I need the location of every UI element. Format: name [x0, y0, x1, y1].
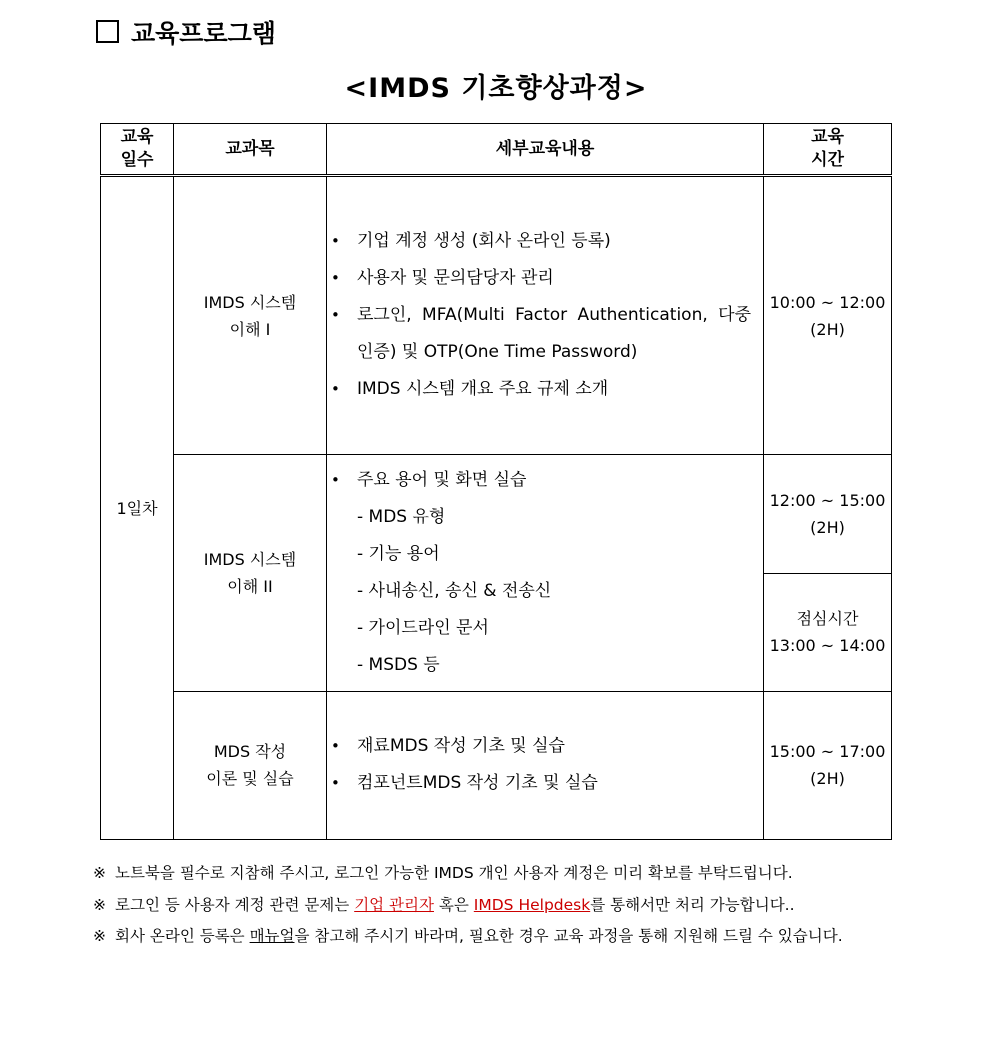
- sub-list-item: - MSDS 등: [357, 655, 440, 676]
- note-text: 을 참고해 주시기 바라며, 필요한 경우 교육 과정을 통해 지원해 드릴 수 있습니다.: [294, 927, 843, 945]
- list-item: • 주요 용어 및 화면 실습: [331, 462, 751, 499]
- details-cell: [327, 455, 764, 691]
- notes: [93, 858, 903, 953]
- note-item: [93, 858, 903, 890]
- list-item: • 기업 계정 생성 (회사 온라인 등록): [331, 223, 751, 260]
- header-details: 세부교육내용: [327, 124, 764, 176]
- program-table: [100, 123, 892, 840]
- table-header-row: [101, 124, 892, 176]
- corporate-admin-link[interactable]: 기업 관리자: [354, 895, 434, 914]
- sub-list-item: - 기능 용어: [357, 544, 440, 565]
- time-cell: 15:00 ~ 17:00 (2H): [764, 691, 892, 839]
- subject-cell: MDS 작성 이론 및 실습: [174, 691, 327, 839]
- note-mark: ※: [93, 927, 106, 945]
- list-item: • 로그인, MFA(Multi Factor Authentication, 다중 인증) 및 OTP(One Time Password): [331, 297, 751, 371]
- section-title-text: 교육프로그램: [131, 19, 276, 48]
- details-cell: [327, 176, 764, 455]
- course-title: <IMDS 기초향상과정>: [344, 73, 648, 104]
- header-time: 교육 시간: [764, 124, 892, 176]
- note-mark: ※: [93, 895, 106, 914]
- subject-cell: IMDS 시스템 이해 II: [174, 455, 327, 691]
- time-cell: 12:00 ~ 15:00 (2H): [764, 455, 892, 573]
- imds-helpdesk-link[interactable]: IMDS Helpdesk: [473, 895, 591, 914]
- list-item: • 재료MDS 작성 기초 및 실습: [331, 728, 751, 765]
- note-item: [93, 921, 903, 953]
- header-subject: 교과목: [174, 124, 327, 176]
- list-item: • 사용자 및 문의담당자 관리: [331, 260, 751, 297]
- sub-list-item: - 가이드라인 문서: [357, 618, 489, 639]
- list-item: • 컴포넌트MDS 작성 기초 및 실습: [331, 765, 751, 802]
- lunch-cell: 점심시간 13:00 ~ 14:00: [764, 573, 892, 691]
- details-cell: [327, 691, 764, 839]
- sub-list-item: - 사내송신, 송신 & 전송신: [357, 581, 552, 602]
- note-text: 혹은: [433, 895, 474, 914]
- table-row: [101, 691, 892, 839]
- note-item: [93, 890, 903, 922]
- note-text: 회사 온라인 등록은: [115, 927, 250, 945]
- note-text: 노트북을 필수로 지참해 주시고, 로그인 가능한 IMDS 개인 사용자 계정은 미리 확보를 부탁드립니다.: [115, 864, 793, 882]
- note-text: 를 통해서만 처리 가능합니다..: [590, 895, 795, 914]
- time-cell: 10:00 ~ 12:00 (2H): [764, 176, 892, 455]
- manual-link[interactable]: 매뉴얼: [249, 927, 295, 945]
- header-days: 교육 일수: [101, 124, 174, 176]
- sub-list-item: - MDS 유형: [357, 507, 446, 528]
- note-mark: ※: [93, 864, 106, 882]
- section-title: [96, 14, 276, 50]
- subject-cell: IMDS 시스템 이해 I: [174, 176, 327, 455]
- checkbox-square-icon: [96, 20, 119, 43]
- table-row: [101, 176, 892, 455]
- note-text: 로그인 등 사용자 계정 관련 문제는: [115, 895, 355, 914]
- table-row: [101, 455, 892, 573]
- day-cell: 1일차: [101, 176, 174, 840]
- list-item: • IMDS 시스템 개요 주요 규제 소개: [331, 371, 751, 408]
